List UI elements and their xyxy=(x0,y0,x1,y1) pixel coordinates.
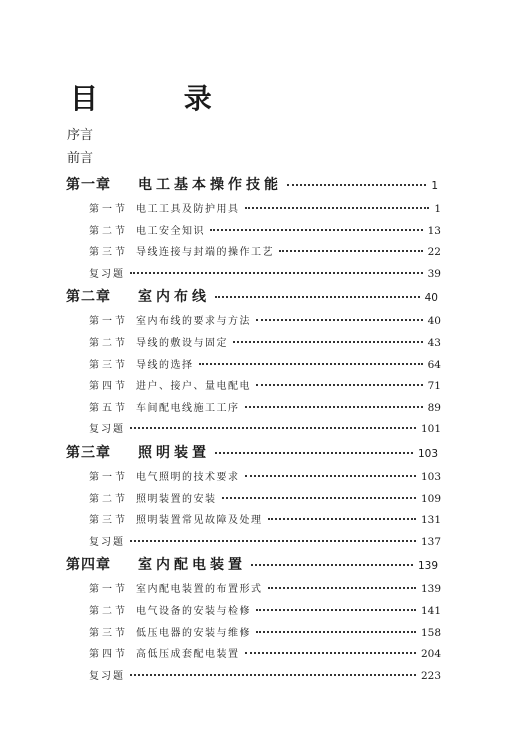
section-number: 第一节 xyxy=(89,471,128,483)
section-number: 第一节 xyxy=(89,316,128,328)
table-of-contents xyxy=(0,174,505,688)
section-title: 导线的选择 xyxy=(136,359,194,371)
review-entry[interactable] xyxy=(0,265,505,287)
section-entry[interactable] xyxy=(0,200,505,222)
section-page-number: 139 xyxy=(420,583,441,596)
section-title: 导线连接与封端的操作工艺 xyxy=(136,247,274,259)
section-page-number: 158 xyxy=(420,626,441,639)
dot-leader xyxy=(222,497,416,499)
section-entry[interactable] xyxy=(0,624,505,646)
section-page-number: 101 xyxy=(420,423,441,436)
section-title: 进户、接户、量电配电 xyxy=(136,381,251,393)
review-entry[interactable] xyxy=(0,420,505,442)
front-matter-preface: 序言 xyxy=(67,128,94,143)
dot-leader xyxy=(256,319,423,321)
section-page-number: 131 xyxy=(420,514,441,527)
dot-leader xyxy=(130,272,423,274)
section-entry[interactable] xyxy=(0,312,505,334)
dot-leader xyxy=(245,652,416,654)
section-entry[interactable] xyxy=(0,580,505,602)
dot-leader xyxy=(287,184,426,186)
section-entry[interactable] xyxy=(0,377,505,399)
section-page-number: 43 xyxy=(427,336,441,349)
section-title: 电工安全知识 xyxy=(136,225,205,237)
dot-leader xyxy=(268,518,416,520)
section-number: 第二节 xyxy=(89,493,128,505)
section-page-number: 89 xyxy=(427,401,441,414)
dot-leader xyxy=(251,564,413,566)
section-entry[interactable] xyxy=(0,602,505,624)
chapter-title: 室内配电装置 xyxy=(138,557,246,574)
dot-leader xyxy=(210,229,423,231)
section-entry[interactable] xyxy=(0,399,505,421)
review-title: 复习题 xyxy=(89,670,125,682)
dot-leader xyxy=(215,296,420,298)
section-number: 第一节 xyxy=(89,584,128,596)
chapter-page-number: 1 xyxy=(431,180,438,192)
review-entry[interactable] xyxy=(0,667,505,689)
chapter-entry[interactable] xyxy=(0,554,505,580)
section-title: 室内布线的要求与方法 xyxy=(136,316,251,328)
section-title: 车间配电线施工工序 xyxy=(136,402,240,414)
section-number: 第一节 xyxy=(89,204,128,215)
section-page-number: 223 xyxy=(420,669,441,682)
section-page-number: 39 xyxy=(427,267,441,280)
section-number: 第三节 xyxy=(89,515,128,527)
chapter-entry[interactable] xyxy=(0,174,505,200)
section-entry[interactable] xyxy=(0,334,505,356)
section-number: 第三节 xyxy=(89,359,128,371)
chapter-number: 第三章 xyxy=(66,444,111,461)
dot-leader xyxy=(199,363,423,365)
chapter-title: 照明装置 xyxy=(138,444,210,461)
section-title: 电气照明的技术要求 xyxy=(136,471,240,483)
dot-leader xyxy=(245,475,416,477)
section-page-number: 1 xyxy=(434,203,441,215)
chapter-number: 第二章 xyxy=(66,289,111,306)
dot-leader xyxy=(233,341,423,343)
dot-leader xyxy=(245,207,430,209)
section-page-number: 109 xyxy=(420,492,441,505)
section-title: 高低压成套配电装置 xyxy=(136,649,240,661)
section-title: 低压电器的安装与维修 xyxy=(136,627,251,639)
section-page-number: 71 xyxy=(427,380,441,393)
section-number: 第五节 xyxy=(89,402,128,414)
section-title: 室内配电装置的布置形式 xyxy=(136,584,263,596)
dot-leader xyxy=(279,250,423,252)
section-title: 照明装置的安装 xyxy=(136,493,217,505)
section-number: 第四节 xyxy=(89,381,128,393)
section-title: 电工工具及防护用具 xyxy=(136,204,240,215)
review-entry[interactable] xyxy=(0,533,505,555)
section-number: 第二节 xyxy=(89,225,128,237)
section-page-number: 40 xyxy=(427,315,441,328)
section-entry[interactable] xyxy=(0,468,505,490)
review-title: 复习题 xyxy=(89,424,125,436)
section-page-number: 103 xyxy=(420,470,441,483)
dot-leader xyxy=(256,609,416,611)
chapter-entry[interactable] xyxy=(0,442,505,468)
dot-leader xyxy=(268,587,416,589)
section-number: 第四节 xyxy=(89,649,128,661)
review-title: 复习题 xyxy=(89,536,125,548)
section-title: 电气设备的安装与检修 xyxy=(136,605,251,617)
chapter-number: 第一章 xyxy=(66,177,111,193)
section-page-number: 204 xyxy=(420,648,441,661)
dot-leader xyxy=(256,384,423,386)
chapter-number: 第四章 xyxy=(66,557,111,574)
chapter-title: 电工基本操作技能 xyxy=(138,177,282,193)
section-page-number: 141 xyxy=(420,604,441,617)
section-entry[interactable] xyxy=(0,243,505,265)
section-number: 第二节 xyxy=(89,605,128,617)
section-page-number: 137 xyxy=(420,535,441,548)
section-page-number: 22 xyxy=(427,246,441,259)
dot-leader xyxy=(245,406,423,408)
section-entry[interactable] xyxy=(0,490,505,512)
dot-leader xyxy=(130,540,416,542)
section-entry[interactable] xyxy=(0,222,505,244)
dot-leader xyxy=(130,674,416,676)
section-entry[interactable] xyxy=(0,356,505,378)
section-number: 第二节 xyxy=(89,337,128,349)
dot-leader xyxy=(215,452,413,454)
chapter-page-number: 103 xyxy=(417,447,438,460)
section-entry[interactable] xyxy=(0,511,505,533)
section-number: 第三节 xyxy=(89,247,128,259)
dot-leader xyxy=(130,427,416,429)
page-title: 目 录 xyxy=(70,82,250,115)
section-page-number: 13 xyxy=(427,224,441,237)
review-title: 复习题 xyxy=(89,268,125,280)
section-title: 照明装置常见故障及处理 xyxy=(136,515,263,527)
chapter-page-number: 40 xyxy=(424,292,438,305)
chapter-page-number: 139 xyxy=(417,560,438,573)
section-number: 第三节 xyxy=(89,627,128,639)
front-matter-foreword: 前言 xyxy=(67,151,94,166)
dot-leader xyxy=(256,631,416,633)
section-page-number: 64 xyxy=(427,358,441,371)
chapter-entry[interactable] xyxy=(0,286,505,312)
chapter-title: 室内布线 xyxy=(138,289,210,306)
section-title: 导线的敷设与固定 xyxy=(136,337,228,349)
section-entry[interactable] xyxy=(0,645,505,667)
